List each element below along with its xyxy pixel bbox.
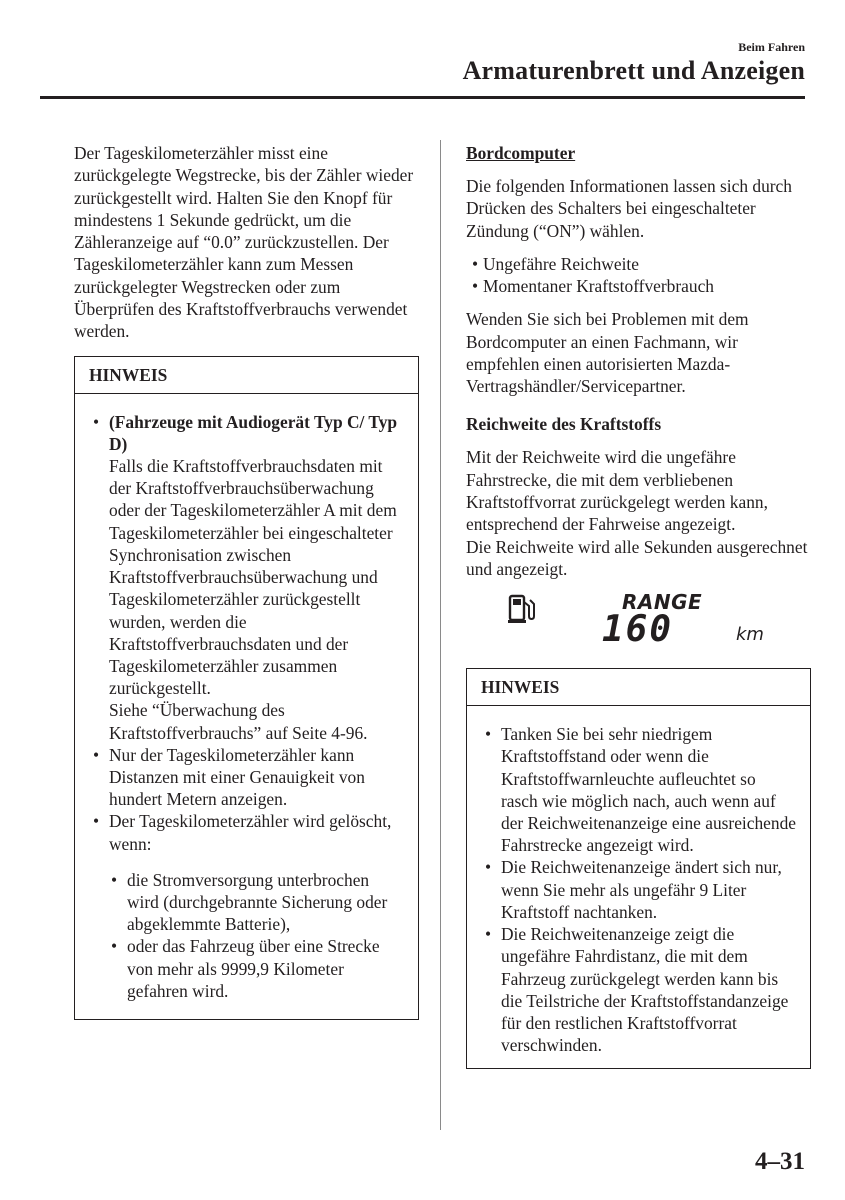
header-section-label: Beim Fahren xyxy=(738,40,805,54)
bullet-dot: • xyxy=(93,411,100,432)
note-bullet xyxy=(89,744,404,811)
note-bullet xyxy=(481,923,796,1056)
note-bullet xyxy=(89,810,404,854)
left-column xyxy=(74,142,419,1020)
note-box-left xyxy=(74,356,419,1020)
bullet-text: Der Tageskilometerzähler wird gelöscht, wenn: xyxy=(109,811,392,854)
bullet-reference: Siehe “Überwachung des Kraftstoffverbrauchs” auf Seite 4-96. xyxy=(109,700,368,743)
note-body xyxy=(467,706,810,1068)
bullet-text: Die Reichweitenanzeige zeigt die ungefähre Fahrdistanz, die mit dem Fahrzeug zurückgelegt werden kann bis die Teilstriche der Kraftstoffstandanzeige für den restlichen Kraftstoffvorrat verschwinden. xyxy=(501,924,789,1056)
bullet-dot: • xyxy=(485,857,492,878)
bullet-dot: • xyxy=(111,869,118,890)
bullet-dot: • xyxy=(472,276,479,297)
bullet-text: Die Reichweitenanzeige ändert sich nur, wenn Sie mehr als ungefähr 9 Liter Kraftstoff nachtanken. xyxy=(501,857,782,922)
range-label: RANGE xyxy=(622,590,703,615)
list-item xyxy=(466,253,811,275)
info-list xyxy=(466,253,811,297)
dealer-contact-text: Wenden Sie sich bei Problemen mit dem Bordcomputer an einen Fachmann, wir empfehlen einen autorisierten Mazda-Vertragshändler/Servicepartner. xyxy=(466,309,749,397)
trip-computer-intro: Die folgenden Informationen lassen sich durch Drücken des Schalters bei eingeschalteter Zündung (“ON”) wählen. xyxy=(466,176,792,241)
column-divider xyxy=(440,140,441,1130)
sub-heading: Reichweite des Kraftstoffs xyxy=(466,414,662,435)
sub-bullet-list xyxy=(89,869,404,1002)
trip-meter-intro: Der Tageskilometerzähler misst eine zurückgelegte Wegstrecke, bis der Zähler wieder zurückgestellt wird. Halten Sie den Knopf für mindestens 1 Sekunde gedrückt, um die Zähleranzeige auf “0.0” zurückzustellen. Der Tageskilometerzähler kann zum Messen zurückgelegter Wegstrecken oder zum Überprüfen des Kraftstoffverbrauchs verwendet werden. xyxy=(74,143,414,342)
section-heading: Bordcomputer xyxy=(466,143,576,163)
note-bullet xyxy=(481,723,796,856)
list-item xyxy=(466,275,811,297)
range-value: 160 xyxy=(602,609,674,651)
page-title: Armaturenbrett und Anzeigen xyxy=(462,56,805,85)
bullet-dot: • xyxy=(472,253,479,274)
note-title: HINWEIS xyxy=(75,357,418,394)
range-unit: km xyxy=(736,624,764,646)
sub-bullet-text: die Stromversorgung unterbrochen wird (durchgebrannte Sicherung oder abgeklemmte Batterie), xyxy=(127,869,388,935)
bullet-dot: • xyxy=(93,744,100,765)
sub-bullet xyxy=(107,869,404,936)
bullet-dot: • xyxy=(485,724,492,745)
sub-bullet xyxy=(107,935,404,1002)
bullet-dot: • xyxy=(93,811,100,832)
bullet-text: Nur der Tageskilometerzähler kann Distanzen mit einer Genauigkeit von hundert Metern anzeigen. xyxy=(109,744,365,810)
bullet-heading: (Fahrzeuge mit Audiogerät Typ C/ Typ D) xyxy=(109,411,398,454)
fuel-pump-icon xyxy=(508,594,536,624)
note-body xyxy=(75,394,418,1019)
bullet-text: Falls die Kraftstoffverbrauchsdaten mit der Kraftstoffverbrauchsüberwachung oder der Tageskilometerzähler A mit dem Tageskilometerzähler bei eingeschalteter Synchronisation zwischen Kraftstoffverbrauchsüberwachung und Tageskilometerzähler zurückgestellt wurden, werden die Kraftstoffverbrauchsdaten und der Tageskilometerzähler zusammen zurückgestellt. xyxy=(109,456,397,699)
note-title: HINWEIS xyxy=(467,669,810,706)
bullet-dot: • xyxy=(111,936,118,957)
note-bullet xyxy=(481,856,796,923)
sub-bullet-text: oder das Fahrzeug über eine Strecke von mehr als 9999,9 Kilometer gefahren wird. xyxy=(127,936,380,1001)
list-item-text: Momentaner Kraftstoffverbrauch xyxy=(483,276,714,297)
note-box-right xyxy=(466,668,811,1069)
range-description: Mit der Reichweite wird die ungefähre Fahrstrecke, die mit dem verbliebenen Kraftstoffvorrat zurückgelegt werden kann, entsprechend der Fahrweise angezeigt. xyxy=(466,447,768,535)
header-rule xyxy=(40,96,805,99)
list-item-text: Ungefähre Reichweite xyxy=(483,253,639,274)
bullet-dot: • xyxy=(485,924,492,945)
page-number: 4–31 xyxy=(755,1148,805,1175)
right-column xyxy=(466,142,811,1069)
range-calculation-text: Die Reichweite wird alle Sekunden ausgerechnet und angezeigt. xyxy=(466,536,808,579)
note-bullet xyxy=(89,411,404,744)
bullet-text: Tanken Sie bei sehr niedrigem Kraftstoffstand oder wenn die Kraftstoffwarnleuchte aufleuchtet so rasch wie möglich nach, auch wenn auf der Reichweitenanzeige eine ausreichende Fahrstrecke angezeigt wird. xyxy=(501,724,796,856)
range-display-figure xyxy=(466,590,811,656)
